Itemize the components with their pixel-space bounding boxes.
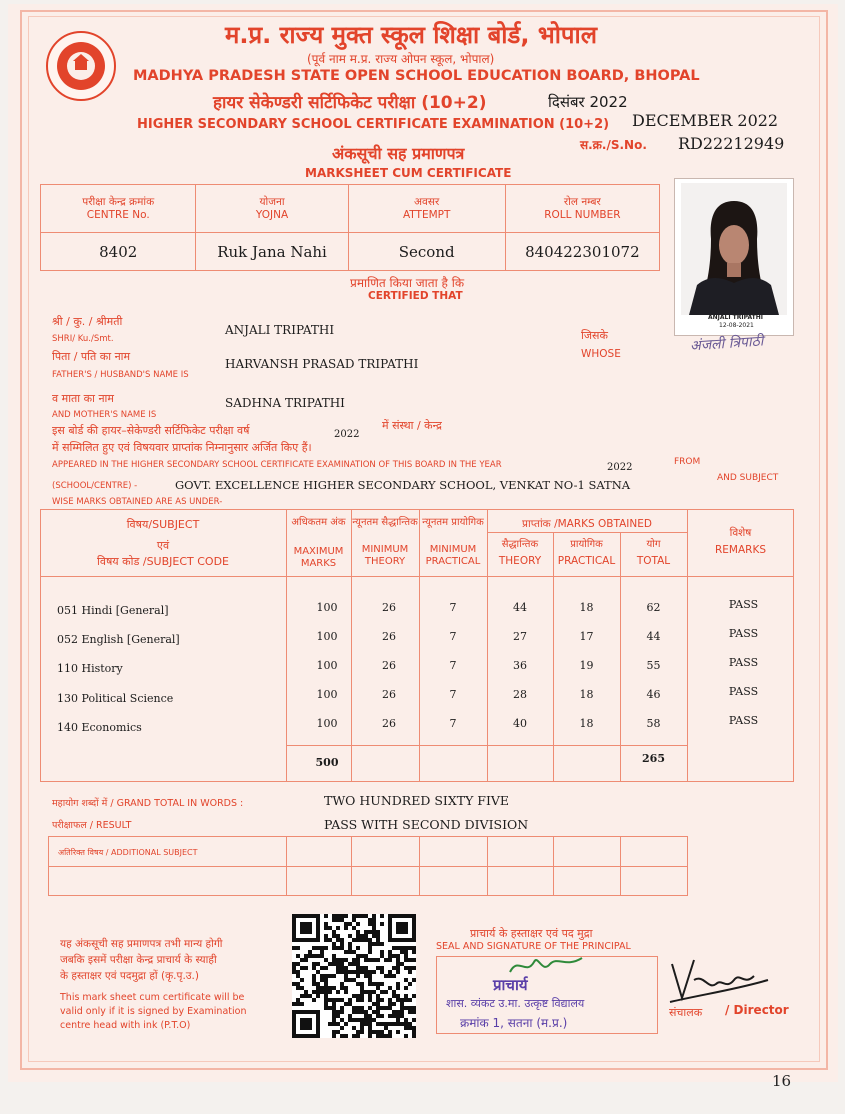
max-marks-header-hindi: अधिकतम अंक	[291, 517, 346, 528]
school-name: GOVT. EXCELLENCE HIGHER SECONDARY SCHOOL, VENKAT NO-1 SATNA	[175, 478, 631, 492]
and-subject-label: AND SUBJECT	[717, 473, 779, 483]
additional-subject-label: अतिरिक्त विषय / ADDITIONAL SUBJECT	[58, 848, 198, 857]
min-theory: 26	[382, 659, 396, 672]
centre-no-label: CENTRE No.	[86, 208, 150, 221]
subject-header-and: एवं	[156, 539, 170, 552]
board-seal-icon	[45, 30, 117, 102]
whose-hindi: जिसके	[581, 329, 608, 342]
qr-code-icon	[292, 914, 416, 1038]
subject-header-hindi: विषय/SUBJECT	[126, 518, 200, 531]
attempt-value: Second	[348, 233, 505, 271]
practical-marks: 17	[579, 630, 594, 643]
practical-marks: 19	[579, 659, 594, 672]
add-col-5	[553, 836, 554, 896]
validity-note-hindi-2: जबकि इसमें परीक्षा केन्द्र प्राचार्य के स्याही	[60, 954, 217, 966]
total-marks: 62	[646, 601, 661, 614]
max-marks-header: MAXIMUM MARKS	[293, 546, 344, 569]
max-marks: 100	[316, 630, 338, 643]
add-col-1	[286, 836, 287, 896]
name-label-hindi: श्री / कु. / श्रीमती	[52, 315, 123, 328]
min-practical: 7	[449, 601, 457, 614]
min-practical: 7	[449, 630, 457, 643]
max-marks: 100	[316, 601, 338, 614]
total-marks: 44	[646, 630, 661, 643]
add-col-3	[419, 836, 420, 896]
board-former-name: (पूर्व नाम म.प्र. राज्य ओपन स्कूल, भोपाल)	[307, 52, 495, 66]
attempt-label: ATTEMPT	[402, 208, 451, 221]
director-label-hindi: संचालक	[669, 1006, 703, 1019]
remarks: PASS	[728, 627, 759, 640]
result-label: परीक्षाफल / RESULT	[52, 820, 132, 831]
attempt-label-hindi: अवसर	[414, 195, 440, 208]
student-signature: अंजली त्रिपाठी	[689, 333, 764, 355]
marks-header-rule	[40, 576, 794, 577]
min-practical: 7	[449, 659, 457, 672]
mother-name: SADHNA TRIPATHI	[225, 396, 345, 410]
min-theory: 26	[382, 601, 396, 614]
exam-title-english: HIGHER SECONDARY SCHOOL CERTIFICATE EXAMINATION (10+2)	[137, 117, 610, 132]
roll-number-label: ROLL NUMBER	[544, 208, 621, 221]
mother-label-hindi: व माता का नाम	[52, 392, 114, 405]
remarks-header: REMARKS	[714, 544, 767, 556]
father-name: HARVANSH PRASAD TRIPATHI	[225, 357, 419, 371]
document-title-english: MARKSHEET CUM CERTIFICATE	[305, 166, 512, 180]
remarks: PASS	[728, 656, 759, 669]
validity-note-hindi-1: यह अंकसूची सह प्रमाणपत्र तभी मान्य होगी	[60, 938, 223, 950]
remarks: PASS	[728, 714, 759, 727]
min-theory: 26	[382, 717, 396, 730]
yojna-label-hindi: योजना	[259, 195, 285, 208]
theory-marks: 27	[513, 630, 527, 643]
mother-label: AND MOTHER'S NAME IS	[52, 410, 157, 420]
stamp-principal: प्राचार्य	[493, 976, 528, 994]
max-marks: 100	[316, 659, 338, 672]
min-theory-header: MINIMUM THEORY	[361, 544, 409, 567]
appeared-text-hindi-1: इस बोर्ड की हायर–सेकेण्डरी सर्टिफिकेट परीक्षा वर्ष	[52, 424, 250, 437]
total-header: TOTAL	[636, 555, 671, 567]
min-practical-header: MINIMUM PRACTICAL	[425, 544, 481, 567]
practical-marks: 18	[579, 717, 594, 730]
col-rule-5	[553, 532, 554, 782]
student-name: ANJALI TRIPATHI	[225, 323, 335, 337]
col-rule-6	[620, 532, 621, 782]
min-practical: 7	[449, 688, 457, 701]
subject-name: 052 English [General]	[57, 633, 180, 646]
exam-month-english: DECEMBER 2022	[632, 111, 779, 130]
add-col-4	[487, 836, 488, 896]
subject-name: 130 Political Science	[57, 692, 174, 705]
certified-hindi: प्रमाणित किया जाता है कि	[350, 276, 465, 290]
subject-name: 110 History	[57, 662, 123, 675]
min-theory: 26	[382, 630, 396, 643]
add-col-6	[620, 836, 621, 896]
photo-caption-name: ANJALI TRIPATHI	[708, 314, 764, 321]
centre-no-value: 8402	[41, 233, 196, 271]
validity-note-english-2: valid only if it is signed by Examination	[60, 1006, 247, 1017]
student-photo	[674, 178, 794, 336]
validity-note-english-3: centre head with ink (P.T.O)	[60, 1020, 191, 1031]
grand-total-value: TWO HUNDRED SIXTY FIVE	[324, 793, 510, 808]
photo-caption-date: 12-08-2021	[719, 322, 754, 329]
total-marks: 55	[646, 659, 661, 672]
certified-english: CERTIFIED THAT	[368, 290, 463, 302]
theory-marks: 40	[513, 717, 527, 730]
appeared-text-hindi-3: में सम्मिलित हुए एवं विषयवार प्राप्तांक निम्नानुसार अर्जित किए हैं।	[52, 441, 312, 454]
appeared-text-english: APPEARED IN THE HIGHER SECONDARY SCHOOL CERTIFICATE EXAMINATION OF THIS BOARD IN THE YEAR	[52, 460, 502, 470]
obtained-sub-rule	[487, 532, 687, 533]
exam-info-table	[40, 184, 660, 271]
additional-row-rule	[48, 866, 688, 867]
min-theory-header-hindi: न्यूनतम सैद्धान्तिक	[352, 517, 418, 528]
validity-note-hindi-3: के हस्ताक्षर एवं पदमुद्रा हों (कृ.पृ.उ.)	[60, 970, 199, 982]
theory-marks: 28	[513, 688, 527, 701]
document-title-hindi: अंकसूची सह प्रमाणपत्र	[332, 144, 465, 163]
principal-label-english: SEAL AND SIGNATURE OF THE PRINCIPAL	[436, 941, 631, 952]
from-label: FROM	[674, 457, 701, 467]
min-theory: 26	[382, 688, 396, 701]
subject-name: 051 Hindi [General]	[57, 604, 169, 617]
yojna-label: YOJNA	[255, 208, 289, 221]
practical-marks: 18	[579, 688, 594, 701]
roll-number-label-hindi: रोल नम्बर	[563, 195, 601, 208]
validity-note-english-1: This mark sheet cum certificate will be	[60, 992, 245, 1003]
whose-label: WHOSE	[581, 348, 621, 360]
director-label: / Director	[725, 1003, 789, 1017]
total-header-hindi: योग	[646, 539, 661, 550]
grand-total-label: महायोग शब्दों में / GRAND TOTAL IN WORDS :	[52, 798, 244, 809]
exam-month-hindi: दिसंबर 2022	[548, 93, 628, 111]
serial-number-label: स.क्र./S.No.	[580, 138, 647, 152]
max-marks: 100	[316, 717, 338, 730]
father-label: FATHER'S / HUSBAND'S NAME IS	[52, 370, 189, 380]
remarks: PASS	[728, 598, 759, 611]
roll-number-value: 840422301072	[505, 233, 659, 271]
subject-name: 140 Economics	[57, 721, 142, 734]
total-marks-sum: 265	[642, 752, 665, 765]
theory-marks: 44	[513, 601, 527, 614]
subject-code-header: विषय कोड /SUBJECT CODE	[96, 555, 229, 568]
father-label-hindi: पिता / पति का नाम	[52, 350, 131, 363]
theory-marks: 36	[513, 659, 527, 672]
result-value: PASS WITH SECOND DIVISION	[324, 817, 529, 832]
practical-header-hindi: प्रायोगिक	[570, 539, 603, 550]
principal-label-hindi: प्राचार्य के हस्ताक्षर एवं पद मुद्रा	[470, 927, 593, 940]
wise-marks-label: WISE MARKS OBTAINED ARE AS UNDER-	[52, 497, 223, 507]
appeared-year-hindi: 2022	[334, 429, 360, 440]
total-marks: 46	[646, 688, 661, 701]
centre-no-label-hindi: परीक्षा केन्द्र क्रमांक	[82, 195, 155, 208]
add-col-2	[351, 836, 352, 896]
marks-obtained-header: प्राप्तांक /MARKS OBTAINED	[522, 518, 652, 530]
max-marks: 100	[316, 688, 338, 701]
min-practical-header-hindi: न्यूनतम प्रायोगिक	[422, 517, 484, 528]
min-practical: 7	[449, 717, 457, 730]
appeared-year: 2022	[607, 462, 633, 473]
practical-header: PRACTICAL	[557, 555, 616, 567]
page-number: 16	[772, 1072, 792, 1090]
stamp-school: शास. व्यंकट उ.मा. उत्कृष्ट विद्यालय	[446, 997, 585, 1010]
yojna-value: Ruk Jana Nahi	[196, 233, 348, 271]
appeared-text-hindi-2: में संस्था / केन्द्र	[382, 419, 442, 432]
school-label: (SCHOOL/CENTRE) -	[52, 481, 138, 491]
board-title-english: MADHYA PRADESH STATE OPEN SCHOOL EDUCATION BOARD, BHOPAL	[133, 68, 700, 84]
theory-header: THEORY	[498, 555, 542, 567]
remarks: PASS	[728, 685, 759, 698]
serial-number-value: RD22212949	[678, 134, 785, 153]
total-marks: 58	[646, 717, 661, 730]
exam-title-hindi: हायर सेकेण्डरी सर्टिफिकेट परीक्षा (10+2)	[213, 93, 487, 113]
name-label: SHRI/ Ku./Smt.	[52, 334, 114, 344]
stamp-address: क्रमांक 1, सतना (म.प्र.)	[460, 1016, 568, 1030]
board-title-hindi: म.प्र. राज्य मुक्त स्कूल शिक्षा बोर्ड, भोपाल	[225, 21, 598, 49]
remarks-header-hindi: विशेष	[729, 527, 752, 539]
max-marks-sum: 500	[315, 756, 339, 769]
practical-marks: 18	[579, 601, 594, 614]
theory-header-hindi: सैद्धान्तिक	[501, 539, 539, 550]
